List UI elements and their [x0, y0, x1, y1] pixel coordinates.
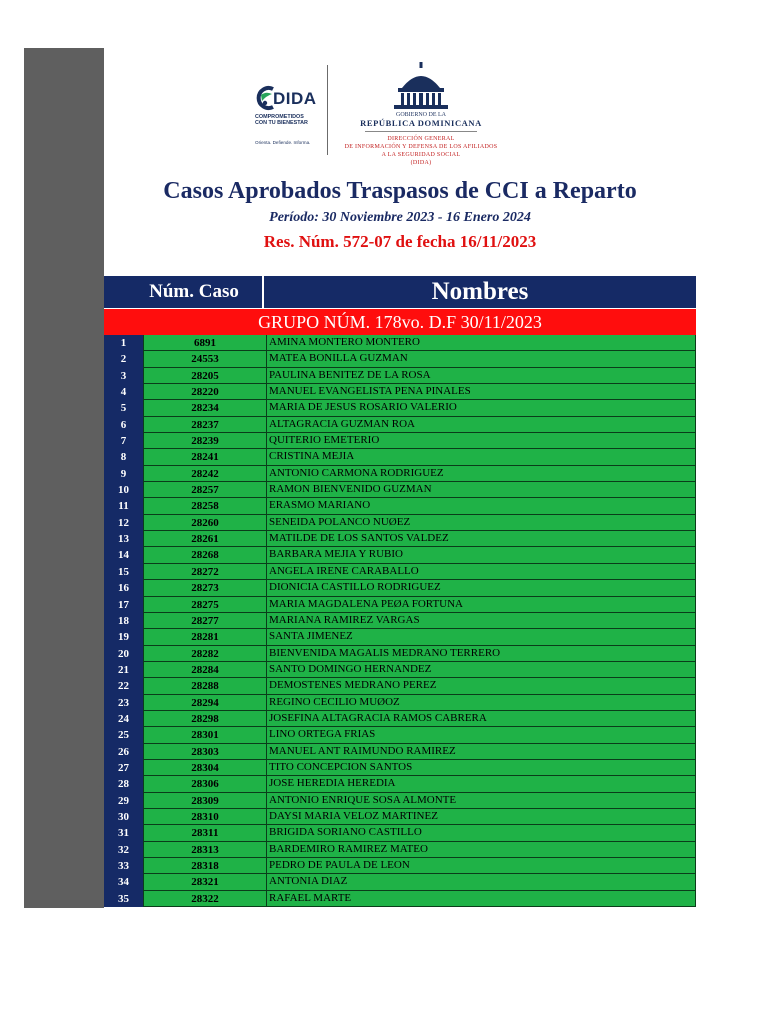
dida-tagline: Orienta. Defiende. Informa.: [255, 140, 311, 145]
row-index: 30: [104, 809, 143, 825]
case-number: 28310: [143, 809, 267, 825]
logo-divider: [327, 65, 328, 155]
table-row: [104, 580, 696, 596]
row-index: 29: [104, 793, 143, 809]
person-name: MATEA BONILLA GUZMAN: [267, 351, 696, 367]
table-row: [104, 466, 696, 482]
table-row: [104, 662, 696, 678]
row-index: 22: [104, 678, 143, 694]
row-index: 16: [104, 580, 143, 596]
row-index: 26: [104, 744, 143, 760]
case-number: 28239: [143, 433, 267, 449]
person-name: ANTONIO ENRIQUE SOSA ALMONTE: [267, 793, 696, 809]
table-row: [104, 515, 696, 531]
row-index: 15: [104, 564, 143, 580]
table-row: [104, 793, 696, 809]
row-index: 7: [104, 433, 143, 449]
table-body: [104, 335, 696, 907]
agency-line1: DIRECCIÓN GENERAL: [387, 136, 455, 142]
row-index: 24: [104, 711, 143, 727]
table-row: [104, 727, 696, 743]
person-name: AMINA MONTERO MONTERO: [267, 335, 696, 351]
case-number: 28260: [143, 515, 267, 531]
row-index: 4: [104, 384, 143, 400]
gov-line2: REPÚBLICA DOMINICANA: [360, 118, 482, 128]
case-number: 28294: [143, 695, 267, 711]
table-row: [104, 417, 696, 433]
case-number: 28258: [143, 498, 267, 514]
table-row: [104, 449, 696, 465]
table-row: [104, 678, 696, 694]
row-index: 3: [104, 368, 143, 384]
table-row: [104, 809, 696, 825]
case-number: 28281: [143, 629, 267, 645]
case-number: 28234: [143, 400, 267, 416]
case-number: 28318: [143, 858, 267, 874]
row-index: 27: [104, 760, 143, 776]
person-name: PAULINA BENITEZ DE LA ROSA: [267, 368, 696, 384]
person-name: SANTO DOMINGO HERNANDEZ: [267, 662, 696, 678]
table-row: [104, 400, 696, 416]
palace-dome-icon: [388, 62, 454, 110]
table-row: [104, 482, 696, 498]
row-index: 1: [104, 335, 143, 351]
table-row: [104, 433, 696, 449]
case-number: 28275: [143, 597, 267, 613]
case-number: 28272: [143, 564, 267, 580]
gov-rule: [365, 131, 477, 132]
table-row: [104, 351, 696, 367]
row-index: 33: [104, 858, 143, 874]
person-name: MARIA MAGDALENA PEØA FORTUNA: [267, 597, 696, 613]
person-name: SENEIDA POLANCO NUØEZ: [267, 515, 696, 531]
person-name: MARIA DE JESUS ROSARIO VALERIO: [267, 400, 696, 416]
period-subtitle: Período: 30 Noviembre 2023 - 16 Enero 2024: [269, 210, 531, 225]
row-index: 10: [104, 482, 143, 498]
row-index: 8: [104, 449, 143, 465]
agency-line4: (DIDA): [410, 160, 432, 166]
case-number: 28311: [143, 825, 267, 841]
row-index: 21: [104, 662, 143, 678]
agency-line2: DE INFORMACIÓN Y DEFENSA DE LOS AFILIADOS: [344, 144, 498, 150]
government-logo: [330, 62, 512, 177]
row-index: 2: [104, 351, 143, 367]
person-name: DAYSI MARIA VELOZ MARTINEZ: [267, 809, 696, 825]
case-number: 28261: [143, 531, 267, 547]
group-banner: GRUPO NÚM. 178vo. D.F 30/11/2023: [104, 308, 696, 335]
table-row: [104, 646, 696, 662]
cases-table: [104, 276, 696, 907]
dida-slogan: COMPROMETIDOS CON TU BIENESTAR: [255, 114, 308, 126]
agency-line3: A LA SEGURIDAD SOCIAL: [381, 152, 461, 158]
table-row: [104, 874, 696, 890]
case-number: 28257: [143, 482, 267, 498]
table-row: [104, 531, 696, 547]
case-number: 6891: [143, 335, 267, 351]
person-name: MANUEL EVANGELISTA PENA PINALES: [267, 384, 696, 400]
table-row: [104, 842, 696, 858]
case-number: 28205: [143, 368, 267, 384]
table-row: [104, 613, 696, 629]
table-row: [104, 744, 696, 760]
person-name: MANUEL ANT RAIMUNDO RAMIREZ: [267, 744, 696, 760]
table-row: [104, 776, 696, 792]
table-row: [104, 498, 696, 514]
case-number: 28306: [143, 776, 267, 792]
case-number: 28282: [143, 646, 267, 662]
person-name: SANTA JIMENEZ: [267, 629, 696, 645]
row-index: 20: [104, 646, 143, 662]
case-number: 28301: [143, 727, 267, 743]
person-name: TITO CONCEPCION SANTOS: [267, 760, 696, 776]
case-number: 28277: [143, 613, 267, 629]
person-name: BRIGIDA SORIANO CASTILLO: [267, 825, 696, 841]
table-row: [104, 891, 696, 907]
case-number: 28309: [143, 793, 267, 809]
row-index: 14: [104, 547, 143, 563]
table-header: [104, 276, 696, 308]
table-row: [104, 368, 696, 384]
table-row: [104, 335, 696, 351]
document-title: Casos Aprobados Traspasos de CCI a Reparto: [163, 178, 637, 204]
row-index: 35: [104, 891, 143, 907]
table-row: [104, 711, 696, 727]
person-name: MARIANA RAMIREZ VARGAS: [267, 613, 696, 629]
row-index: 13: [104, 531, 143, 547]
case-number: 28321: [143, 874, 267, 890]
table-row: [104, 564, 696, 580]
case-number: 28241: [143, 449, 267, 465]
table-row: [104, 760, 696, 776]
table-row: [104, 695, 696, 711]
row-index: 11: [104, 498, 143, 514]
case-number: 28288: [143, 678, 267, 694]
person-name: RAFAEL MARTE: [267, 891, 696, 907]
table-row: [104, 629, 696, 645]
case-number: 24553: [143, 351, 267, 367]
row-index: 6: [104, 417, 143, 433]
row-index: 25: [104, 727, 143, 743]
person-name: JOSEFINA ALTAGRACIA RAMOS CABRERA: [267, 711, 696, 727]
table-row: [104, 597, 696, 613]
left-margin-bar: [24, 48, 104, 908]
person-name: DIONICIA CASTILLO RODRIGUEZ: [267, 580, 696, 596]
dida-logo: [253, 85, 325, 155]
table-row: [104, 858, 696, 874]
case-number: 28273: [143, 580, 267, 596]
row-index: 12: [104, 515, 143, 531]
gov-line1: GOBIERNO DE LA: [396, 112, 446, 118]
person-name: MATILDE DE LOS SANTOS VALDEZ: [267, 531, 696, 547]
case-number: 28237: [143, 417, 267, 433]
table-row: [104, 547, 696, 563]
row-index: 28: [104, 776, 143, 792]
person-name: BIENVENIDA MAGALIS MEDRANO TERRERO: [267, 646, 696, 662]
person-name: ANTONIO CARMONA RODRIGUEZ: [267, 466, 696, 482]
row-index: 19: [104, 629, 143, 645]
person-name: JOSE HEREDIA HEREDIA: [267, 776, 696, 792]
row-index: 17: [104, 597, 143, 613]
person-name: DEMOSTENES MEDRANO PEREZ: [267, 678, 696, 694]
table-row: [104, 825, 696, 841]
person-name: LINO ORTEGA FRIAS: [267, 727, 696, 743]
case-number: 28242: [143, 466, 267, 482]
col-header-case: Núm. Caso: [104, 276, 264, 308]
case-number: 28303: [143, 744, 267, 760]
person-name: BARBARA MEJIA Y RUBIO: [267, 547, 696, 563]
case-number: 28304: [143, 760, 267, 776]
row-index: 34: [104, 874, 143, 890]
resolution-subtitle: Res. Núm. 572-07 de fecha 16/11/2023: [263, 232, 537, 251]
case-number: 28268: [143, 547, 267, 563]
person-name: QUITERIO EMETERIO: [267, 433, 696, 449]
person-name: ANGELA IRENE CARABALLO: [267, 564, 696, 580]
col-header-names: Nombres: [431, 278, 529, 305]
row-index: 9: [104, 466, 143, 482]
person-name: PEDRO DE PAULA DE LEON: [267, 858, 696, 874]
case-number: 28284: [143, 662, 267, 678]
person-name: REGINO CECILIO MUØOZ: [267, 695, 696, 711]
case-number: 28298: [143, 711, 267, 727]
dida-wordmark: DIDA: [273, 89, 317, 108]
person-name: ANTONIA DIAZ: [267, 874, 696, 890]
person-name: ERASMO MARIANO: [267, 498, 696, 514]
person-name: ALTAGRACIA GUZMAN ROA: [267, 417, 696, 433]
person-name: BARDEMIRO RAMIREZ MATEO: [267, 842, 696, 858]
person-name: RAMON BIENVENIDO GUZMAN: [267, 482, 696, 498]
row-index: 32: [104, 842, 143, 858]
row-index: 18: [104, 613, 143, 629]
case-number: 28322: [143, 891, 267, 907]
case-number: 28313: [143, 842, 267, 858]
person-name: CRISTINA MEJIA: [267, 449, 696, 465]
row-index: 23: [104, 695, 143, 711]
row-index: 5: [104, 400, 143, 416]
table-row: [104, 384, 696, 400]
row-index: 31: [104, 825, 143, 841]
case-number: 28220: [143, 384, 267, 400]
